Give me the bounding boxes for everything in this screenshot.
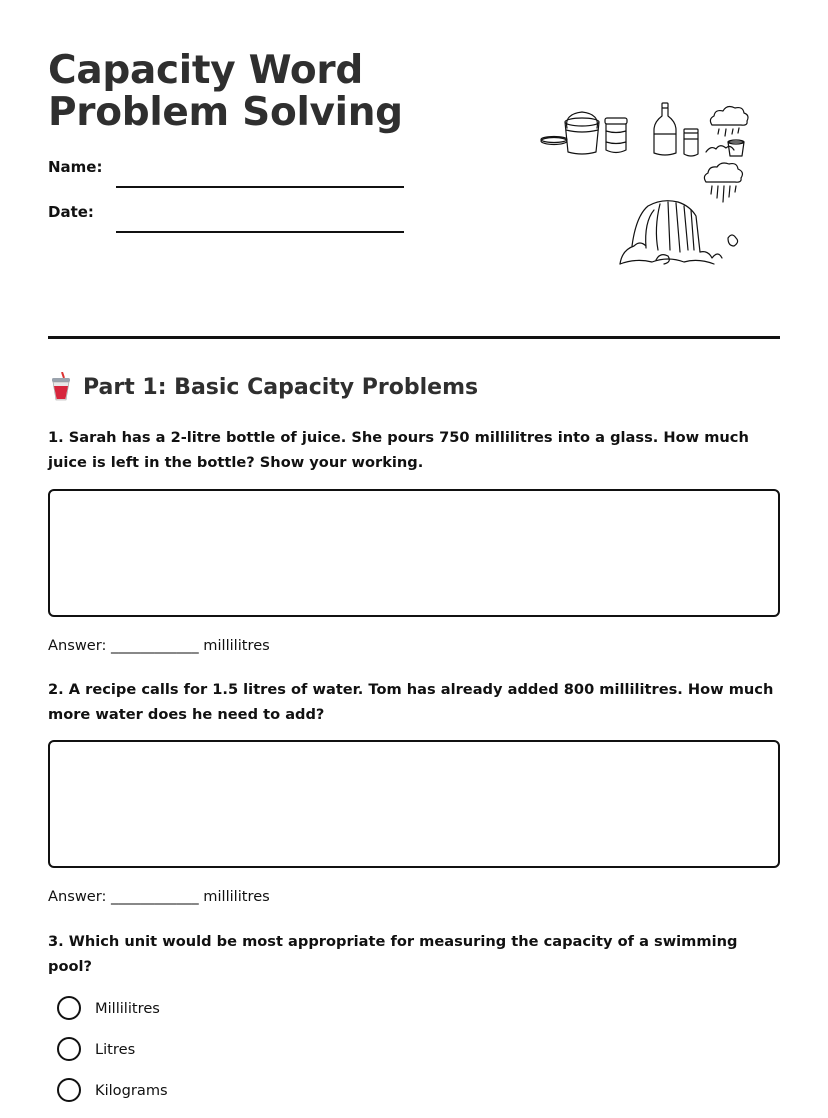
juice-cup-icon bbox=[48, 372, 74, 402]
option-label: Kilograms bbox=[95, 1081, 168, 1099]
radio-button[interactable] bbox=[57, 1037, 81, 1061]
capacity-illustration bbox=[536, 100, 756, 270]
page-title: Capacity Word Problem Solving bbox=[48, 48, 403, 135]
radio-button[interactable] bbox=[57, 996, 81, 1020]
radio-button[interactable] bbox=[57, 1078, 81, 1102]
jar-icon bbox=[605, 118, 627, 153]
section-divider bbox=[48, 336, 780, 339]
name-label: Name: bbox=[48, 158, 103, 176]
bucket-icon bbox=[565, 112, 599, 154]
answer-line-2: Answer: ____________ millilitres bbox=[48, 888, 270, 905]
question-2: 2. A recipe calls for 1.5 litres of water. Tom has already added 800 millilitres. How much more water does he need to add? bbox=[48, 681, 774, 723]
option-litres[interactable] bbox=[57, 1037, 135, 1061]
bottle-icon bbox=[654, 103, 676, 155]
waterfall-icon bbox=[620, 201, 738, 264]
small-jar-icon bbox=[684, 129, 698, 156]
rain-cloud-icon bbox=[704, 163, 742, 202]
date-input-line[interactable] bbox=[116, 231, 404, 233]
option-millilitres[interactable] bbox=[57, 996, 160, 1020]
rain-cloud-icon bbox=[710, 107, 748, 136]
option-label: Litres bbox=[95, 1040, 136, 1058]
question-1: 1. Sarah has a 2-litre bottle of juice. She pours 750 millilitres into a glass. How much juice is left in the bottle? Show your working. bbox=[48, 429, 749, 471]
section-title: Part 1: Basic Capacity Problems bbox=[83, 374, 479, 400]
option-kilograms[interactable] bbox=[57, 1078, 168, 1102]
date-field-row bbox=[48, 203, 404, 221]
name-field-row bbox=[48, 158, 404, 176]
answer-line-1: Answer: ____________ millilitres bbox=[48, 637, 270, 654]
answer-box-2[interactable] bbox=[48, 740, 780, 868]
question-3: 3. Which unit would be most appropriate for measuring the capacity of a swimming pool? bbox=[48, 933, 738, 975]
lid-icon bbox=[541, 137, 567, 145]
option-label: Millilitres bbox=[95, 999, 160, 1017]
answer-box-1[interactable] bbox=[48, 489, 780, 617]
date-label: Date: bbox=[48, 203, 94, 221]
cup-icon bbox=[706, 140, 744, 156]
name-input-line[interactable] bbox=[116, 186, 404, 188]
section-heading bbox=[48, 372, 478, 402]
